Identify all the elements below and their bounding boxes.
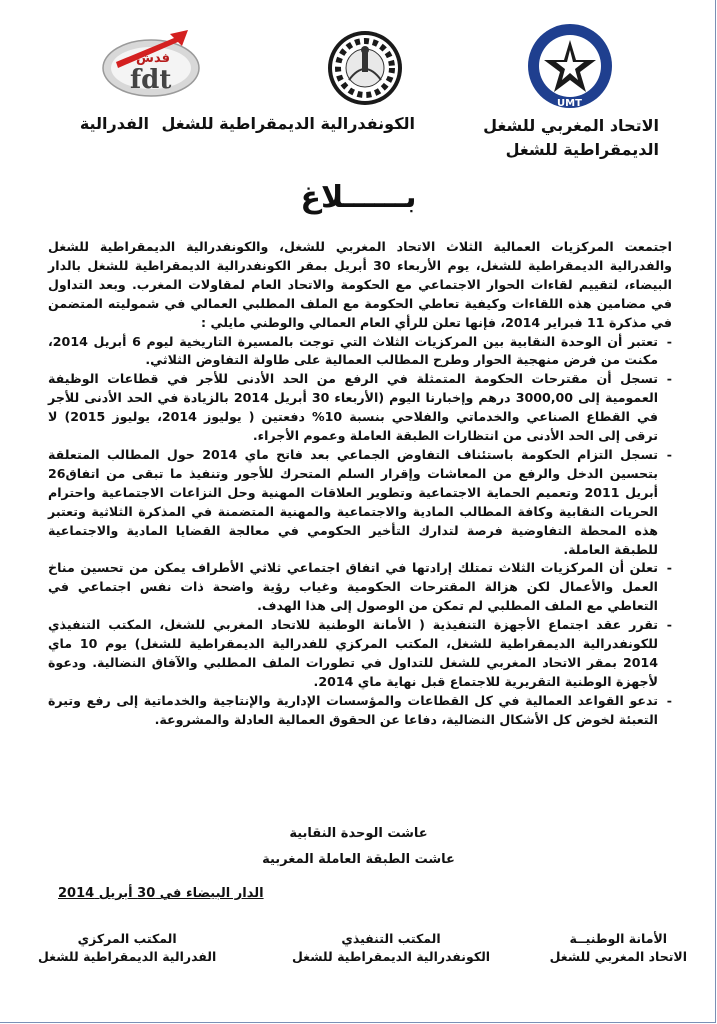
umt-header-line2: الديمقراطية للشغل <box>505 140 659 159</box>
slogan-working-class: عاشت الطبقة العاملة المغربية <box>262 852 455 867</box>
point-item-2: - تسجل أن مقترحات الحكومة المتمثلة في الرفع من الحد الأدنى للأجر في قطاعات الوظيفة العمومية إلى 3000,00 درهم وإخبارنا اليوم (الأربعاء 30 أبريل 2014 بالزيادة في الحد الأدنى للأجر في القطاع الصناعي والخدماتي والفلاحي بنسبة 10% دفعتين ( يوليوز 2014، يوليوز 2015) لا ترقى إلى الحد الأدنى من انتظارات الطبقة العاملة وعموم الأجراء. <box>48 370 672 446</box>
point-item-4: - تعلن أن المركزيات الثلاث تمتلك إرادتها في اتفاق اجتماعي ثلاثي الأطراف يمكن من تحسين مناخ العمل والأعمال لكن هزالة المقترحات الحكومية وغياب رؤية واضحة ذات نفس اجتماعي في التعاطي مع الملف المطلبي لم تمكن من الوصول إلى هذا الهدف. <box>48 559 672 616</box>
signature-fdt <box>38 930 216 966</box>
intro-paragraph: اجتمعت المركزيات العمالية الثلاث الاتحاد المغربي للشغل، والكونفدرالية الديمقراطية للشغل والفدرالية الديمقراطية للشغل، يوم الأربعاء 30 أبريل بمقر الكونفدرالية الديمقراطية للشغل بالدار البيضاء، لتقييم لقاءات الحوار الاجتماعي مع الحكومة والاتحاد العام لمقاولات المغرب. وبعد التداول في مضامين هذه اللقاءات وكيفية تعاطي الحكومة مع الملف المطلبي العمالي في شموليته المتضمن في مذكرة 11 فبراير 2014، فإنها تعلن للرأي العام العمالي والوطني مايلي : <box>48 239 672 330</box>
signature-cdt-title: المكتب التنفيذي <box>341 931 441 946</box>
umt-header-line1: الاتحاد المغربي للشغل <box>483 116 659 135</box>
cdt-header-name: الكونفدرالية الديمقراطية للشغل <box>161 114 415 133</box>
fdt-logo <box>96 22 206 102</box>
point-item-5: - تقرر عقد اجتماع الأجهزة التنفيذية ( الأمانة الوطنية للاتحاد المغربي للشغل، المكتب التنفيذي للكونفدرالية الديمقراطية للشغل، المكتب المركزي للفدرالية الديمقراطية للشغل) يوم 10 ماي 2014 بمقر الاتحاد المغربي للشغل للتداول في تطورات الملف المطلبي والآفاق النضالية. ودعوة لأجهزة الوطنية التقريرية للاجتماع قبل نهاية ماي 2014. <box>48 616 672 692</box>
document-title: بــــــلاغ <box>300 180 417 215</box>
signature-umt-org: الاتحاد المغربي للشغل <box>549 949 687 964</box>
svg-text:UMT: UMT <box>557 98 582 109</box>
point-item-6: - تدعو القواعد العمالية في كل القطاعات والمؤسسات الإدارية والإنتاجية والخدماتية إلى رفع وتيرة التعبئة لخوض كل الأشكال النضالية، دفاعا عن الحقوق العمالية العادلة والمشروعة. <box>48 692 672 730</box>
signature-cdt-org: الكونفدرالية الديمقراطية للشغل <box>292 949 491 964</box>
document-body <box>48 238 672 730</box>
signature-fdt-org: الفدرالية الديمقراطية للشغل <box>38 949 217 964</box>
cdt-logo <box>323 28 407 108</box>
dateline: الدار البيضاء في 30 أبريل 2014 <box>58 886 264 901</box>
slogan-union-unity: عاشت الوحدة النقابية <box>289 826 428 841</box>
point-item-3: - تسجل التزام الحكومة باستئناف التفاوض الجماعي بعد فاتح ماي 2014 حول المطالب المتعلقة بتحسين الدخل والرفع من المعاشات وإقرار السلم المتحرك للأجور وتنفيذ ما تبقى من اتفاق26 أبريل 2011 وتعميم الحماية الاجتماعية وتطوير العلاقات المهنية وحل النزاعات الاجتماعية واحترام الحريات النقابية وكافة المطالب المادية والاجتماعية والمهنية المتضمنة في المذكرة الثلاثية وتعتبر هذه المحطة التفاوضية فرصة لتدارك التأخير الحكومي في معالجة القضايا المادية والاجتماعية للطبقة العاملة. <box>48 446 672 559</box>
umt-header-name <box>483 114 659 162</box>
umt-logo <box>526 22 614 110</box>
fdt-header-name: الفدرالية <box>79 114 149 133</box>
signature-cdt <box>292 930 490 966</box>
svg-text:fdt: fdt <box>130 65 172 95</box>
signature-fdt-title: المكتب المركزي <box>77 931 177 946</box>
signature-umt-title: الأمانة الوطنيــة <box>569 931 668 946</box>
point-item-1: - تعتبر أن الوحدة النقابية بين المركزيات الثلاث التي توجت بالمسيرة التاريخية ليوم 6 أبريل 2014، مكنت من فرض منهجية الحوار وطرح المطالب العمالية على طاولة التفاوض الثلاثي. <box>48 333 672 371</box>
svg-text:فدش: فدش <box>136 51 170 66</box>
signature-umt <box>550 930 687 966</box>
points-list <box>48 333 672 730</box>
